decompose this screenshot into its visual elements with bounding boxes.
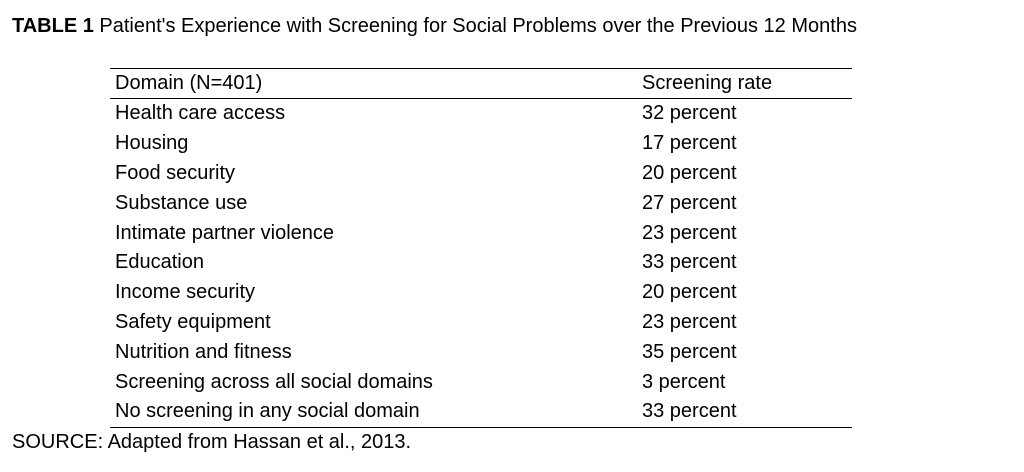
header-domain: Domain (N=401): [115, 72, 263, 94]
table-label: TABLE 1: [12, 15, 94, 37]
table-row: [110, 337, 852, 367]
rate-cell: 20 percent: [642, 281, 737, 304]
table-row: [110, 278, 852, 308]
header-screening-rate: Screening rate: [642, 72, 773, 94]
table-title: Patient's Experience with Screening for Social Problems over the Previous 12 Months: [93, 15, 857, 37]
domain-cell: Substance use: [115, 191, 248, 214]
table-row: [110, 397, 852, 427]
rate-cell: 35 percent: [642, 340, 737, 363]
table-row: [110, 308, 852, 338]
table-caption: [12, 14, 1017, 38]
domain-cell: No screening in any social domain: [115, 400, 420, 423]
rate-cell: 23 percent: [642, 221, 737, 244]
table-body: [110, 99, 852, 427]
table-row: [110, 159, 852, 189]
domain-cell: Education: [115, 251, 204, 274]
source-note: SOURCE: Adapted from Hassan et al., 2013.: [12, 431, 412, 453]
rate-cell: 3 percent: [642, 370, 726, 393]
table-header: [110, 69, 852, 99]
domain-cell: Housing: [115, 132, 189, 155]
rate-cell: 33 percent: [642, 251, 737, 274]
domain-cell: Nutrition and fitness: [115, 340, 292, 363]
rate-cell: 20 percent: [642, 161, 737, 184]
table-row: [110, 99, 852, 129]
table-row: [110, 218, 852, 248]
domain-cell: Income security: [115, 281, 256, 304]
screening-table: [110, 68, 852, 428]
rate-cell: 23 percent: [642, 310, 737, 333]
rate-cell: 33 percent: [642, 400, 737, 423]
rate-cell: 17 percent: [642, 132, 737, 155]
table-row: [110, 248, 852, 278]
domain-cell: Intimate partner violence: [115, 221, 335, 244]
domain-cell: Screening across all social domains: [115, 370, 433, 393]
rate-cell: 32 percent: [642, 102, 737, 125]
domain-cell: Food security: [115, 161, 236, 184]
table-row: [110, 188, 852, 218]
domain-cell: Safety equipment: [115, 310, 271, 333]
rate-cell: 27 percent: [642, 191, 737, 214]
table-row: [110, 367, 852, 397]
domain-cell: Health care access: [115, 102, 286, 125]
table-row: [110, 129, 852, 159]
